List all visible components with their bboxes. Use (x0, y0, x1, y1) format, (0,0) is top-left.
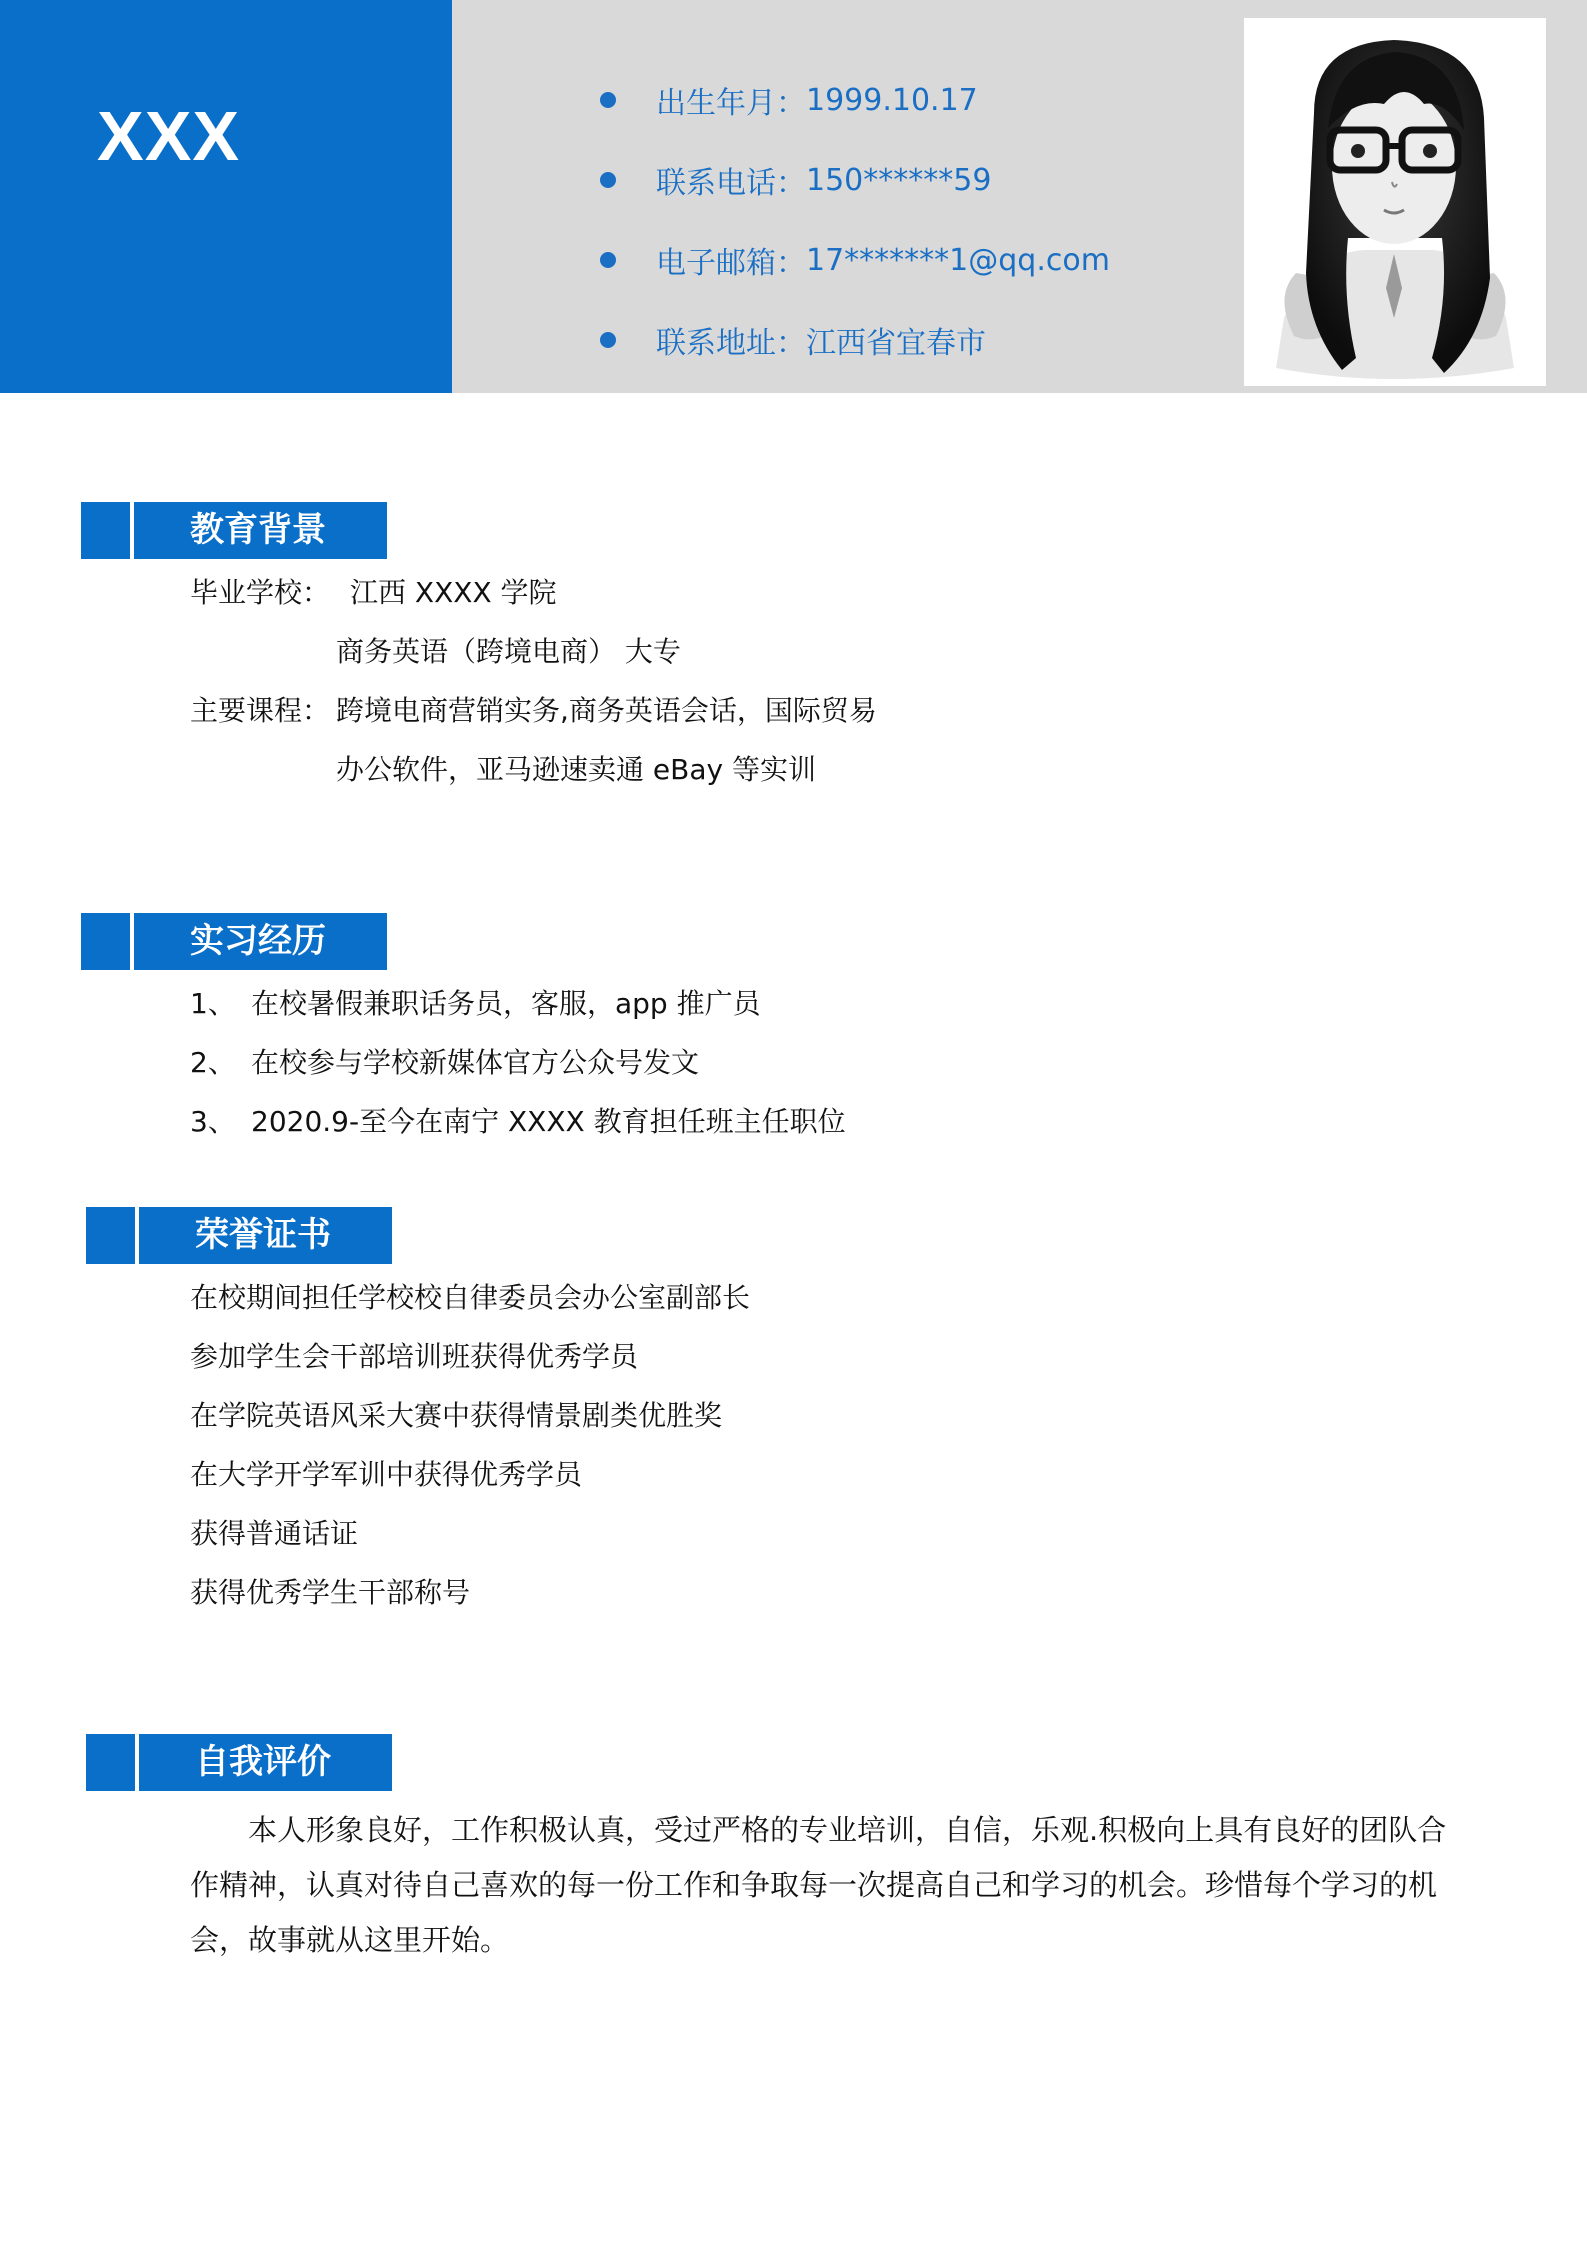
bullet-icon (600, 252, 616, 268)
internship-num-3: 3、 (190, 1105, 236, 1138)
contact-phone (600, 140, 1110, 220)
contact-address (600, 300, 1110, 380)
honor-item: 获得普通话证 (190, 1517, 359, 1550)
section-heading: 实习经历 (134, 913, 387, 970)
internship-item-3: 2020.9-至今在南宁 XXXX 教育担任班主任职位 (251, 1105, 846, 1138)
header (0, 0, 1587, 393)
courses-line-2: 办公软件，亚马逊速卖通 eBay 等实训 (336, 753, 816, 786)
school-label: 毕业学校： (190, 576, 331, 609)
candidate-name: XXX (97, 97, 241, 175)
contact-value: 1999.10.17 (806, 82, 978, 118)
contact-value: 江西省宜春市 (806, 326, 986, 361)
internship-item-2: 在校参与学校新媒体官方公众号发文 (251, 1046, 700, 1079)
honor-item: 在学院英语风采大赛中获得情景剧类优胜奖 (190, 1399, 723, 1432)
contact-label: 电子邮箱： (656, 246, 806, 281)
bullet-icon (600, 172, 616, 188)
title-accent-square (86, 1734, 135, 1791)
contact-label: 出生年月： (656, 86, 806, 121)
contact-value: 150******59 (806, 162, 992, 198)
contact-email (600, 220, 1110, 300)
internship-num-2: 2、 (190, 1046, 236, 1079)
courses-line-1: 跨境电商营销实务,商务英语会话，国际贸易 (336, 694, 877, 727)
bullet-icon (600, 92, 616, 108)
honor-item: 在大学开学军训中获得优秀学员 (190, 1458, 583, 1491)
contact-label: 联系地址： (656, 326, 806, 361)
contact-birth (600, 60, 1110, 140)
title-accent-square (86, 1207, 135, 1264)
courses-label: 主要课程： (190, 694, 331, 727)
contact-list (600, 60, 1110, 380)
honor-item: 参加学生会干部培训班获得优秀学员 (190, 1340, 639, 1373)
internship-num-1: 1、 (190, 987, 236, 1020)
school-name: 江西 XXXX 学院 (350, 576, 557, 609)
honor-item: 在校期间担任学校校自律委员会办公室副部长 (190, 1281, 751, 1314)
bullet-icon (600, 332, 616, 348)
honor-item: 获得优秀学生干部称号 (190, 1576, 471, 1609)
contact-value: 17*******1@qq.com (806, 242, 1110, 278)
avatar-illustration (1244, 18, 1546, 386)
name-block (0, 0, 452, 393)
profile-photo (1244, 18, 1546, 386)
major: 商务英语（跨境电商） 大专 (336, 635, 681, 668)
section-heading: 教育背景 (134, 502, 387, 559)
contact-label: 联系电话： (656, 166, 806, 201)
section-heading: 荣誉证书 (139, 1207, 392, 1264)
internship-item-1: 在校暑假兼职话务员，客服，app 推广员 (251, 987, 761, 1020)
title-accent-square (81, 913, 130, 970)
title-accent-square (81, 502, 130, 559)
section-heading: 自我评价 (139, 1734, 392, 1791)
self-eval-text: 本人形象良好，工作积极认真，受过严格的专业培训，自信，乐观.积极向上具有良好的团队合作精神，认真对待自己喜欢的每一份工作和争取每一次提高自己和学习的机会。珍惜每个学习的机会，故事就从这里开始。 (190, 1813, 1447, 1957)
